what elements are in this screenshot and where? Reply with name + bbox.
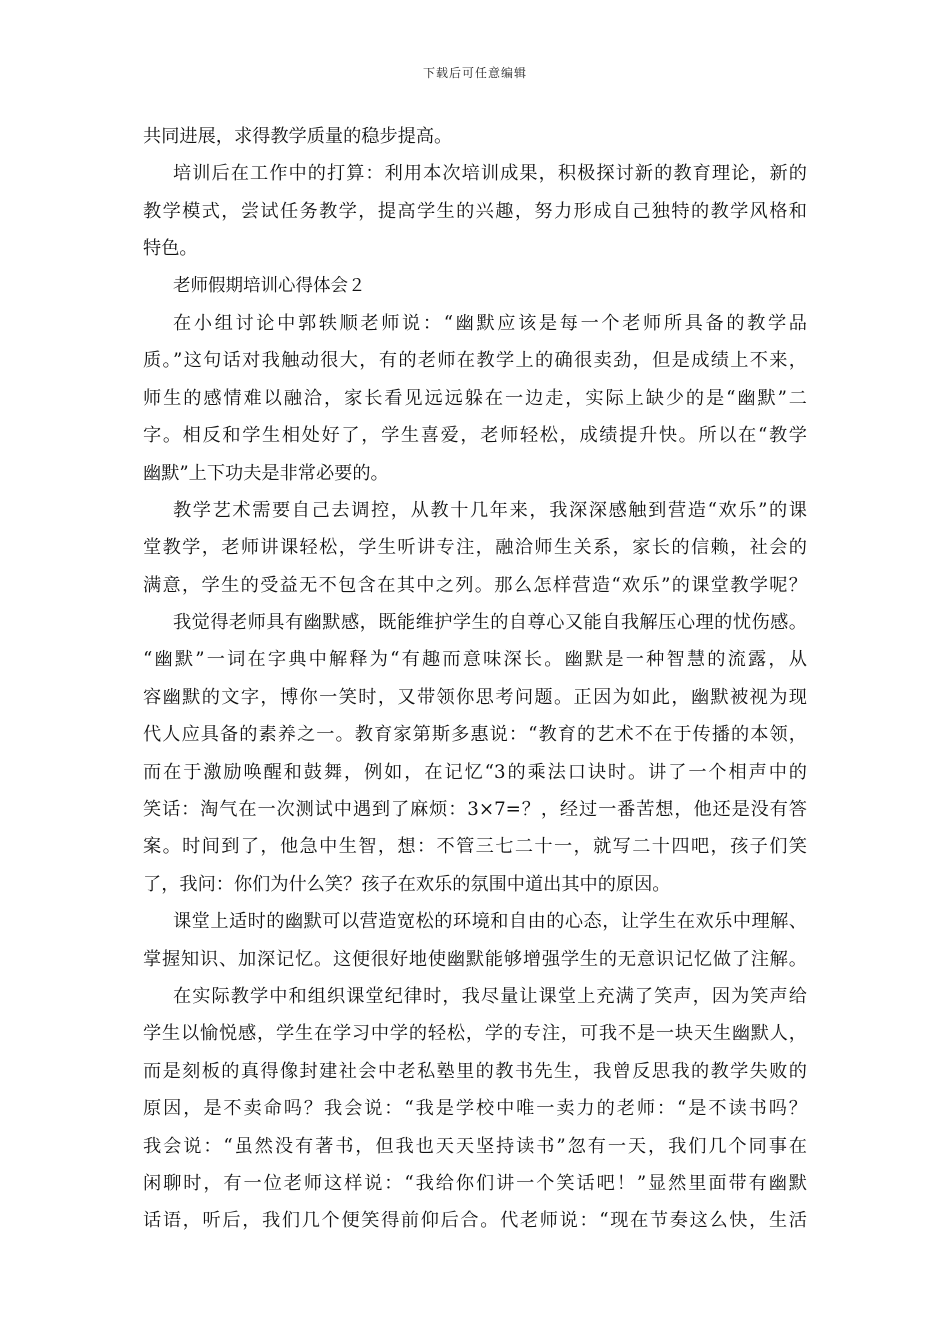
body-text bbox=[143, 118, 807, 1240]
text-line: 字。相反和学生相处好了，学生喜爱，老师轻松，成绩提升快。所以在“教学 bbox=[143, 425, 807, 447]
text-line: 在实际教学中和组织课堂纪律时，我尽量让课堂上充满了笑声，因为笑声给 bbox=[173, 985, 807, 1007]
text-line: “幽默”一词在字典中解释为“有趣而意味深长。幽默是一种智慧的流露，从 bbox=[143, 649, 807, 671]
text-line: 学生以愉悦感，学生在学习中学的轻松，学的专注，可我不是一块天生幽默人， bbox=[143, 1023, 807, 1045]
text-line: 笑话：淘气在一次测试中遇到了麻烦：3×7=？，经过一番苦想，他还是没有答 bbox=[143, 799, 807, 821]
text-line: 原因，是不卖命吗？我会说：“我是学校中唯一卖力的老师：“是不读书吗？ bbox=[143, 1098, 807, 1120]
text-line: 课堂上适时的幽默可以营造宽松的环境和自由的心态，让学生在欢乐中理解、 bbox=[173, 911, 807, 933]
text-line: 满意，学生的受益无不包含在其中之列。那么怎样营造“欢乐”的课堂教学呢？ bbox=[143, 574, 807, 596]
text-line: 教学艺术需要自己去调控，从教十几年来，我深深感触到营造“欢乐”的课 bbox=[173, 499, 807, 521]
text-line: 我觉得老师具有幽默感，既能维护学生的自尊心又能自我解压心理的忧伤感。 bbox=[173, 612, 807, 634]
text-line: 案。时间到了，他急中生智，想：不管三七二十一，就写二十四吧，孩子们笑 bbox=[143, 836, 807, 858]
section-heading: 老师假期培训心得体会２ bbox=[173, 275, 366, 296]
text-line: 掌握知识、加深记忆。这便很好地使幽默能够增强学生的无意识记忆做了注解。 bbox=[143, 948, 807, 970]
page-header: 下载后可任意编辑 bbox=[422, 66, 527, 80]
text-line: 共同进展，求得教学质量的稳步提高。 bbox=[143, 126, 453, 147]
text-line: 幽默”上下功夫是非常必要的。 bbox=[143, 462, 389, 484]
text-line: 培训后在工作中的打算：利用本次培训成果，积极探讨新的教育理论，新的 bbox=[173, 163, 807, 185]
text-line: 质。”这句话对我触动很大，有的老师在教学上的确很卖劲，但是成绩上不来， bbox=[143, 350, 807, 372]
text-line: 代人应具备的素养之一。教育家第斯多惠说：“教育的艺术不在于传播的本领， bbox=[143, 724, 807, 746]
text-line: 我会说：“虽然没有著书，但我也天天坚持读书”忽有一天，我们几个同事在 bbox=[143, 1135, 807, 1157]
text-line: 堂教学，老师讲课轻松，学生听讲专注，融洽师生关系，家长的信赖，社会的 bbox=[143, 537, 807, 559]
text-line: 闲聊时，有一位老师这样说：“我给你们讲一个笑话吧！”显然里面带有幽默 bbox=[143, 1172, 807, 1194]
text-line: 而在于激励唤醒和鼓舞，例如，在记忆“3的乘法口诀时。讲了一个相声中的 bbox=[143, 761, 807, 783]
text-line: 而是刻板的真得像封建社会中老私塾里的教书先生，我曾反思我的教学失败的 bbox=[143, 1060, 807, 1082]
text-line: 教学模式，尝试任务教学，提高学生的兴趣，努力形成自己独特的教学风格和 bbox=[143, 200, 807, 222]
text-line: 了，我问：你们为什么笑？孩子在欢乐的氛围中道出其中的原因。 bbox=[143, 873, 671, 895]
text-line: 师生的感情难以融洽，家长看见远远躲在一边走，实际上缺少的是“幽默”二 bbox=[143, 387, 807, 409]
text-line: 话语，听后，我们几个便笑得前仰后合。代老师说：“现在节奏这么快，生活 bbox=[143, 1210, 807, 1232]
text-line: 特色。 bbox=[143, 238, 198, 260]
text-line: 容幽默的文字，博你一笑时，又带领你思考问题。正因为如此，幽默被视为现 bbox=[143, 686, 807, 708]
text-line: 在小组讨论中郭轶顺老师说：“幽默应该是每一个老师所具备的教学品 bbox=[173, 312, 807, 334]
